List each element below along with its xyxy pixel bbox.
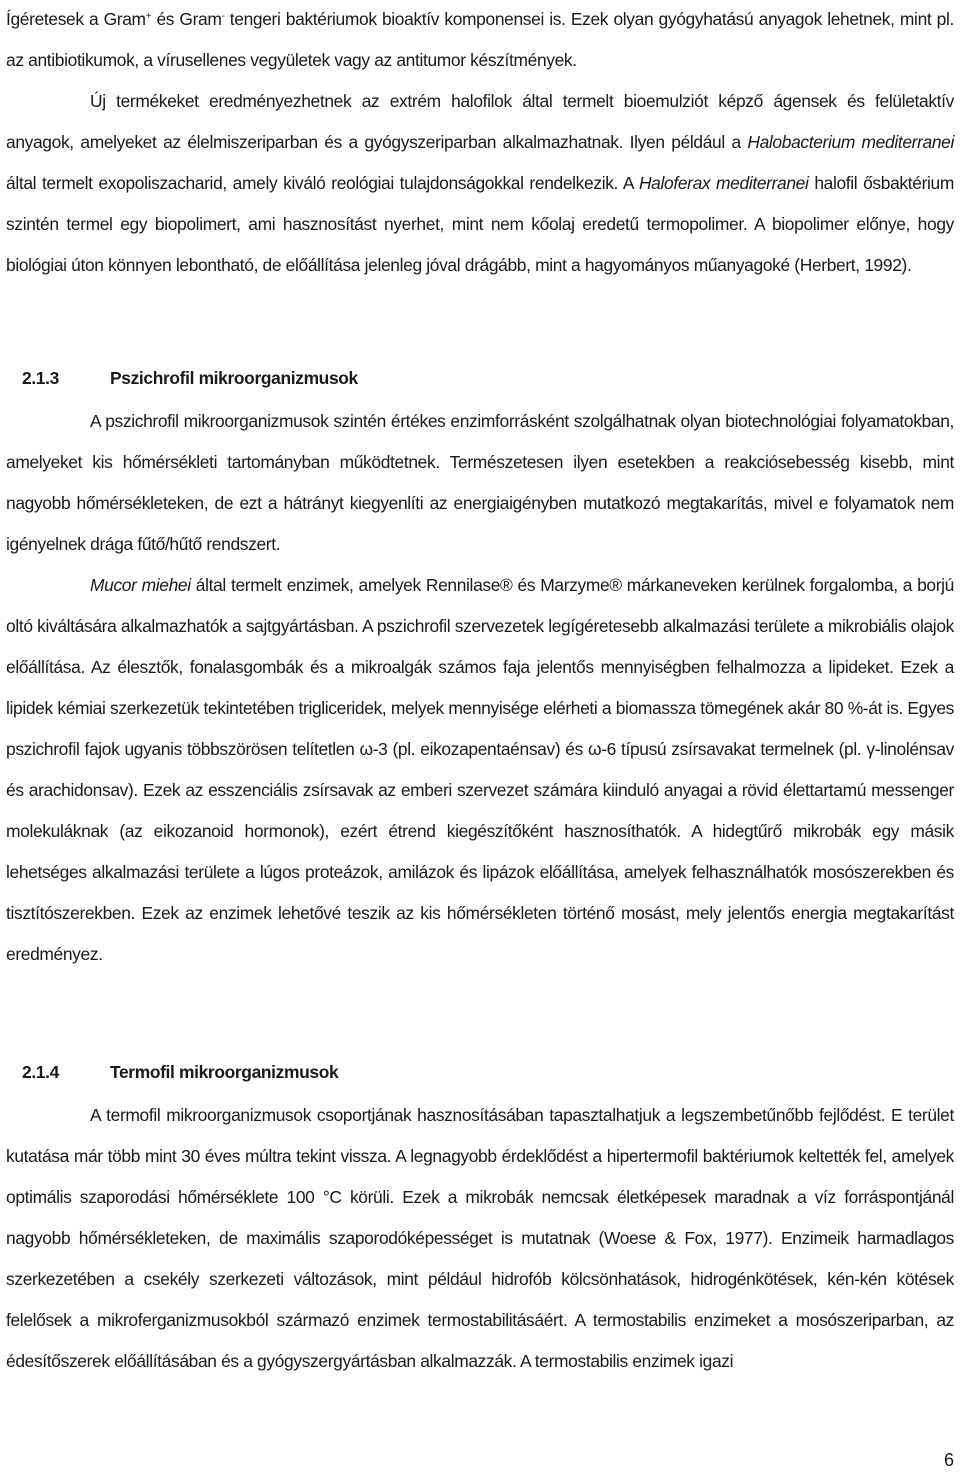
section-heading-psychrophile — [22, 368, 358, 389]
text-run: A pszichrofil mikroorganizmusok szintén értékes enzimforrásként szolgálhatnak olyan biotechnológiai folyamatokban, amelyeket kis hőmérsékleti tartományban működtetnek. Természetesen ilyen esetekben a reakciósebesség kisebb, mint nagyobb hőmérsékleteken, de ezt a hátrányt kiegyenlíti az energiaigényben mutatkozó megtakarítás, mivel e folyamatok nem igényelnek drága fűtő/hűtő rendszert. — [6, 411, 954, 554]
superscript-minus: - — [221, 11, 225, 22]
species-name-italic: Mucor miehei — [90, 575, 191, 595]
species-name-italic: Halobacterium mediterranei — [747, 132, 955, 152]
page-number: 6 — [943, 1450, 954, 1470]
text-run: halofil ősbaktérium szintén termel egy biopolimert, ami hasznosítást nyerhet, mint nem kőolaj eredetű termopolimer. A biopolimer előnye, hogy biológiai úton könnyen lebontható, de előállítása jelenleg jóval drágább, mint a hagyományos műanyagoké (Herbert, 1992). — [6, 173, 954, 275]
section-title: Pszichrofil mikroorganizmusok — [110, 368, 358, 388]
text-run: és Gram — [151, 9, 222, 29]
text-run: tengeri baktériumok bioaktív komponensei is. Ezek olyan gyógyhatású anyagok lehetnek, mint pl. az antibiotikumok, a vírusellenes vegyületek vagy az antitumor készítmények. — [6, 9, 954, 70]
section-title: Termofil mikroorganizmusok — [110, 1062, 339, 1082]
text-run: Ígéretesek a Gram — [6, 9, 146, 29]
paragraph-intro — [6, 0, 954, 286]
text-run: Új termékeket eredményezhetnek az extrém halofilok által termelt bioemulziót képző ágensek és felületaktív anyagok, amelyeket az élelmiszeriparban és a gyógyszeriparban alkalmazhatnak. Ilyen például a — [6, 91, 954, 152]
text-run: által termelt exopoliszacharid, amely kiváló reológiai tulajdonságokkal rendelkezik. A — [6, 173, 639, 193]
paragraph-psychrophile — [6, 401, 954, 975]
section-heading-thermophile — [22, 1062, 338, 1083]
paragraph-thermophile — [6, 1095, 954, 1382]
text-run: A termofil mikroorganizmusok csoportjának hasznosításában tapasztalhatjuk a legszembetűnőbb fejlődést. E terület kutatása már több mint 30 éves múltra tekint vissza. A legnagyobb érdeklődést a hipertermofil baktériumok keltették fel, amelyek optimális szaporodási hőmérséklete 100 °C körüli. Ezek a mikrobák nemcsak életképesek maradnak a víz forráspontjánál nagyobb hőmérsékleteken, de maximális szaporodóképességet is mutatnak (Woese & Fox, 1977). Enzimeik harmadlagos szerkezetében a csekély szerkezeti változások, mint például hidrofób kölcsönhatások, hidrogénkötések, kén-kén kötések felelősek a mikroferganizmusokból származó enzimek termostabilitásáért. A termostabilis enzimeket a mosószeriparban, az édesítőszerek előállításában és a gyógyszergyártásban alkalmazzák. A termostabilis enzimek igazi — [6, 1105, 954, 1371]
superscript-plus: + — [145, 11, 152, 22]
section-number: 2.1.4 — [22, 1062, 59, 1082]
species-name-italic: Haloferax mediterranei — [638, 173, 809, 193]
text-run: által termelt enzimek, amelyek Rennilase® és Marzyme® márkaneveken kerülnek forgalomba, a borjú oltó kiváltására alkalmazhatók a sajtgyártásban. A pszichrofil szervezetek legígéretesebb alkalmazási területe a mikrobiális olajok előállítása. Az élesztők, fonalasgombák és a mikroalgák számos faja jelentős mennyiségben felhalmozza a lipideket. Ezek a lipidek kémiai szerkezetük tekintetében trigliceridek, melyek mennyisége elérheti a biomassza tömegének akár 80 %-át is. Egyes pszichrofil fajok ugyanis többszörösen telítetlen ω-3 (pl. eikozapentaénsav) és ω-6 típusú zsírsavakat termelnek (pl. γ-linolénsav és arachidonsav). Ezek az esszenciális zsírsavak az emberi szervezet számára kiinduló anyagai a rövid élettartamú messenger molekuláknak (az eikozanoid hormonok), ezért étrend kiegészítőként hasznosíthatók. A hidegtűrő mikrobák egy másik lehetséges alkalmazási területe a lúgos proteázok, amilázok és lipázok előállítása, amelyek felhasználhatók mosószerekben és tisztítószerekben. Ezek az enzimek lehetővé teszik az kis hőmérsékleten történő mosást, mely jelentős energia megtakarítást eredményez. — [6, 575, 954, 964]
section-number: 2.1.3 — [22, 368, 59, 388]
